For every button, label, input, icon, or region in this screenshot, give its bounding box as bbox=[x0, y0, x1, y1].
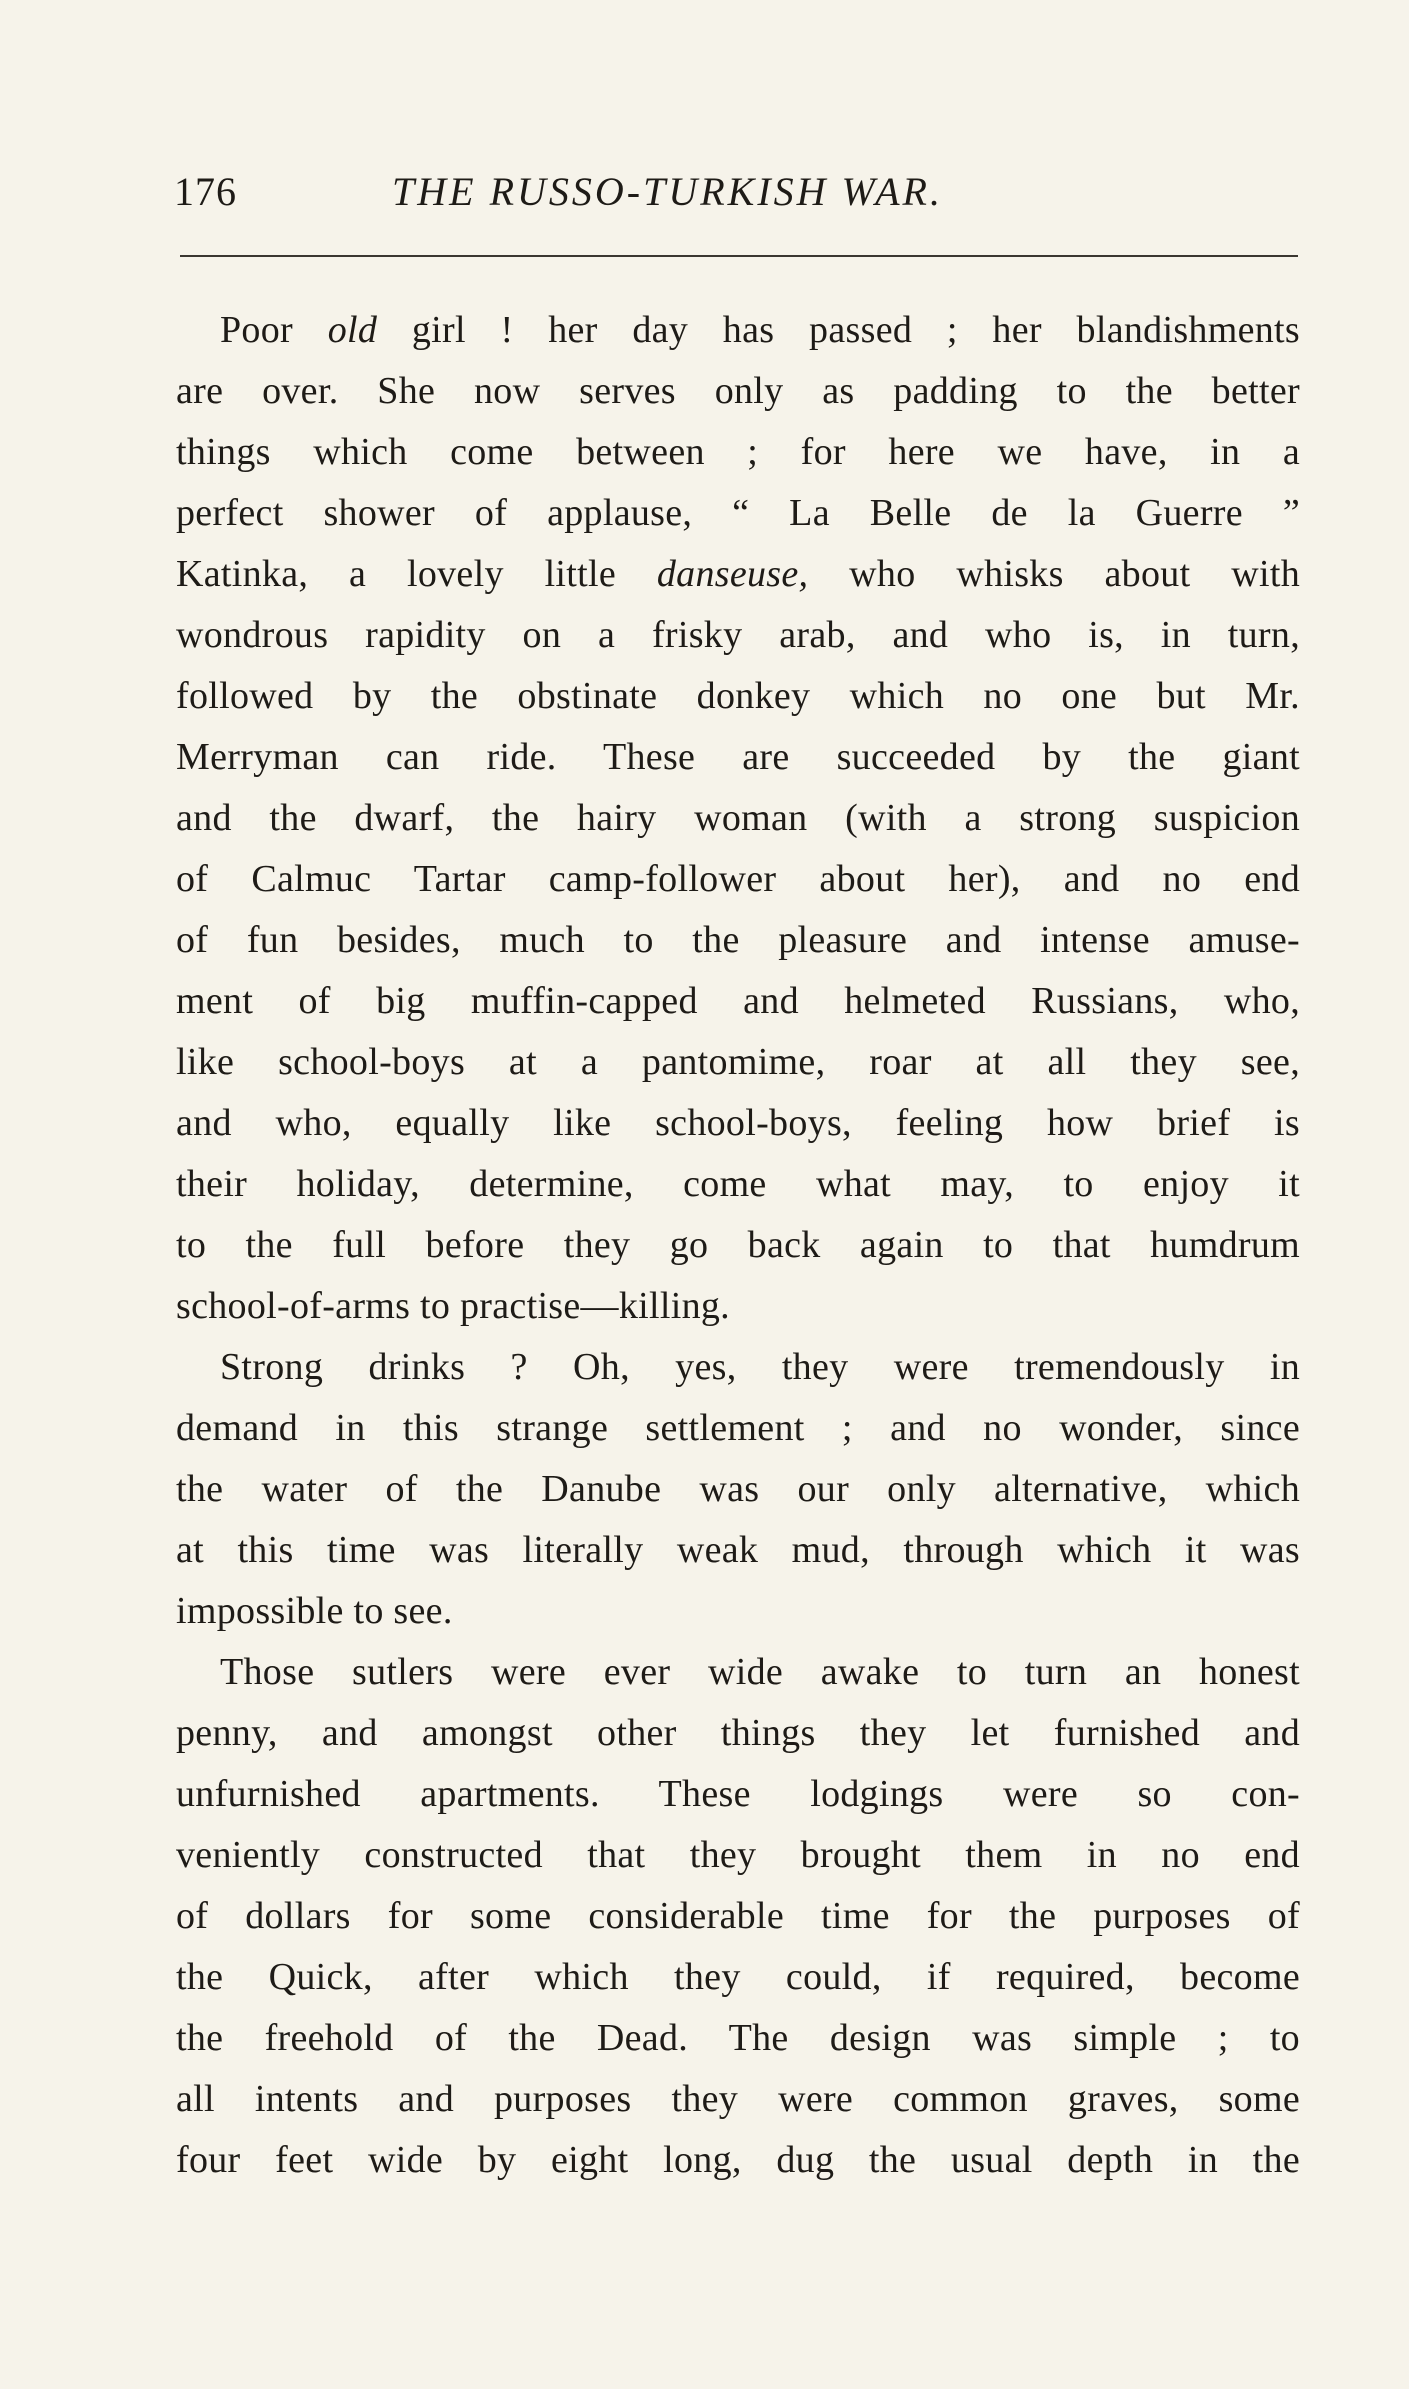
text-line: of dollars for some considerable time for the purposes of bbox=[176, 1895, 1300, 1937]
paragraph bbox=[176, 1337, 1300, 1642]
text-line: of Calmuc Tartar camp-follower about her), and no end bbox=[176, 858, 1300, 900]
header-rule bbox=[180, 255, 1298, 257]
text-line: unfurnished apartments. These lodgings were so con- bbox=[176, 1773, 1300, 1815]
text-span: Poor bbox=[220, 309, 328, 351]
text-line: Merryman can ride. These are succeeded by the giant bbox=[176, 736, 1300, 778]
text-line: school-of-arms to practise—killing. bbox=[176, 1285, 730, 1327]
italic-word: old bbox=[327, 309, 378, 351]
text-line: and who, equally like school-boys, feeling how brief is bbox=[176, 1102, 1300, 1144]
text-line: the Quick, after which they could, if required, become bbox=[176, 1956, 1300, 1998]
page-number: 176 bbox=[174, 169, 237, 214]
text-line: to the full before they go back again to that humdrum bbox=[176, 1224, 1300, 1266]
page-header bbox=[174, 168, 1300, 228]
text-line: followed by the obstinate donkey which no one but Mr. bbox=[176, 675, 1300, 717]
text-line: the freehold of the Dead. The design was simple ; to bbox=[176, 2017, 1300, 2059]
text-line: veniently constructed that they brought them in no end bbox=[176, 1834, 1300, 1876]
text-line: things which come between ; for here we have, in a bbox=[176, 431, 1300, 473]
text-line: demand in this strange settlement ; and no wonder, since bbox=[176, 1407, 1300, 1449]
text-line: at this time was literally weak mud, through which it was bbox=[176, 1529, 1300, 1571]
paragraph bbox=[176, 1642, 1300, 2191]
text-line: their holiday, determine, come what may, to enjoy it bbox=[176, 1163, 1300, 1205]
text-line: penny, and amongst other things they let furnished and bbox=[176, 1712, 1300, 1754]
text-span: girl ! her day has passed ; her blandishments bbox=[377, 309, 1300, 351]
text-line: like school-boys at a pantomime, roar at all they see, bbox=[176, 1041, 1300, 1083]
text-line: perfect shower of applause, “ La Belle de la Guerre ” bbox=[176, 492, 1300, 534]
text-line: four feet wide by eight long, dug the usual depth in the bbox=[176, 2139, 1300, 2181]
italic-word: danseuse, bbox=[656, 553, 809, 595]
text-line: all intents and purposes they were common graves, some bbox=[176, 2078, 1300, 2120]
text-line: and the dwarf, the hairy woman (with a strong suspicion bbox=[176, 797, 1300, 839]
text-line: wondrous rapidity on a frisky arab, and who is, in turn, bbox=[176, 614, 1300, 656]
text-line: impossible to see. bbox=[176, 1590, 453, 1632]
body-text bbox=[176, 300, 1300, 2191]
text-line bbox=[176, 300, 1300, 361]
text-span: who whisks about with bbox=[808, 553, 1300, 595]
text-line: Those sutlers were ever wide awake to turn an honest bbox=[220, 1651, 1300, 1693]
text-span: Katinka, a lovely little bbox=[176, 553, 657, 595]
text-line: the water of the Danube was our only alternative, which bbox=[176, 1468, 1300, 1510]
running-title: THE RUSSO-TURKISH WAR. bbox=[392, 169, 943, 214]
text-line bbox=[176, 544, 1300, 605]
text-line: of fun besides, much to the pleasure and intense amuse- bbox=[176, 919, 1300, 961]
text-line: Strong drinks ? Oh, yes, they were tremendously in bbox=[220, 1346, 1300, 1388]
text-line: are over. She now serves only as padding to the better bbox=[176, 370, 1300, 412]
text-line: ment of big muffin-capped and helmeted Russians, who, bbox=[176, 980, 1300, 1022]
paragraph bbox=[176, 300, 1300, 1337]
